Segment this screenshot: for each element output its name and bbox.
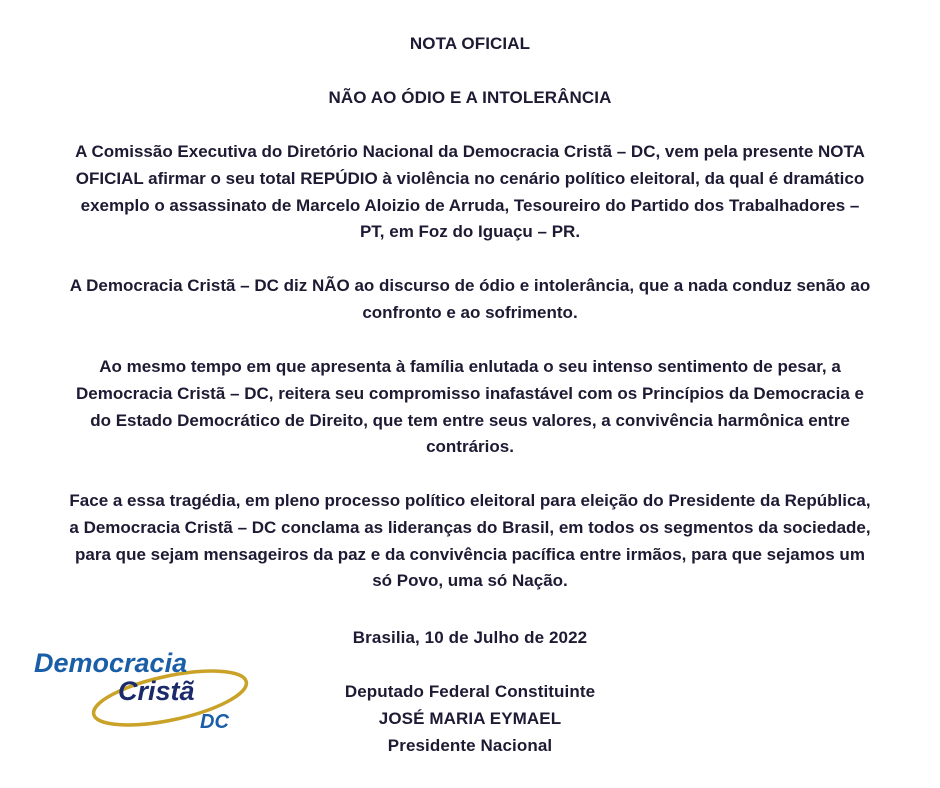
paragraph-line: Ao mesmo tempo em que apresenta à família enlutada o seu intenso sentimento de pesar, a [99, 357, 841, 376]
logo-text-democracia: Democracia [34, 648, 188, 678]
signature-role: Deputado Federal Constituinte [344, 682, 596, 701]
logo-text-crista: Cristã [118, 676, 195, 706]
paragraph-1 [10, 139, 930, 246]
paragraph-line: Democracia Cristã – DC, reitera seu compromisso inafastável com os Princípios da Democracia e [76, 383, 864, 403]
paragraph-line: A Comissão Executiva do Diretório Nacional da Democracia Cristã – DC, vem pela presente NOTA [75, 142, 865, 161]
paragraph-line: a Democracia Cristã – DC conclama as lideranças do Brasil, em todos os segmentos da sociedade, [69, 517, 871, 537]
paragraph-line: só Povo, uma só Nação. [372, 571, 568, 591]
paragraph-line: exemplo o assassinato de Marcelo Aloizio de Arruda, Tesoureiro do Partido dos Trabalhadores – [80, 195, 860, 215]
paragraph-line: Face a essa tragédia, em pleno processo político eleitoral para eleição do Presidente da República, [69, 491, 871, 510]
paragraph-line: PT, em Foz do Iguaçu – PR. [359, 222, 581, 242]
paragraph-line: confronto e ao sofrimento. [362, 302, 578, 322]
date-line: Brasilia, 10 de Julho de 2022 [352, 628, 588, 647]
note-subtitle: NÃO AO ÓDIO E A INTOLERÂNCIA [328, 88, 612, 107]
logo-graphic [30, 640, 250, 740]
logo-text-dc: DC [200, 711, 229, 733]
note-title: NOTA OFICIAL [409, 34, 531, 53]
paragraph-3 [10, 354, 930, 461]
paragraph-line: contrários. [426, 437, 514, 457]
paragraph-line: OFICIAL afirmar o seu total REPÚDIO à violência no cenário político eleitoral, da qual é dramático [75, 168, 865, 188]
paragraph-line: do Estado Democrático de Direito, que tem entre seus valores, a convivência harmônica entre [90, 410, 850, 430]
democracia-crista-logo [30, 640, 250, 740]
paragraph-line: para que sejam mensageiros da paz e da convivência pacífica entre irmãos, para que sejamos um [75, 544, 865, 564]
paragraph-4 [10, 488, 930, 595]
paragraph-line: A Democracia Cristã – DC diz NÃO ao discurso de ódio e intolerância, que a nada conduz senão ao [69, 276, 871, 295]
signature-name: JOSÉ MARIA EYMAEL [378, 709, 562, 728]
signature-position: Presidente Nacional [387, 736, 553, 755]
paragraph-2 [10, 273, 930, 327]
